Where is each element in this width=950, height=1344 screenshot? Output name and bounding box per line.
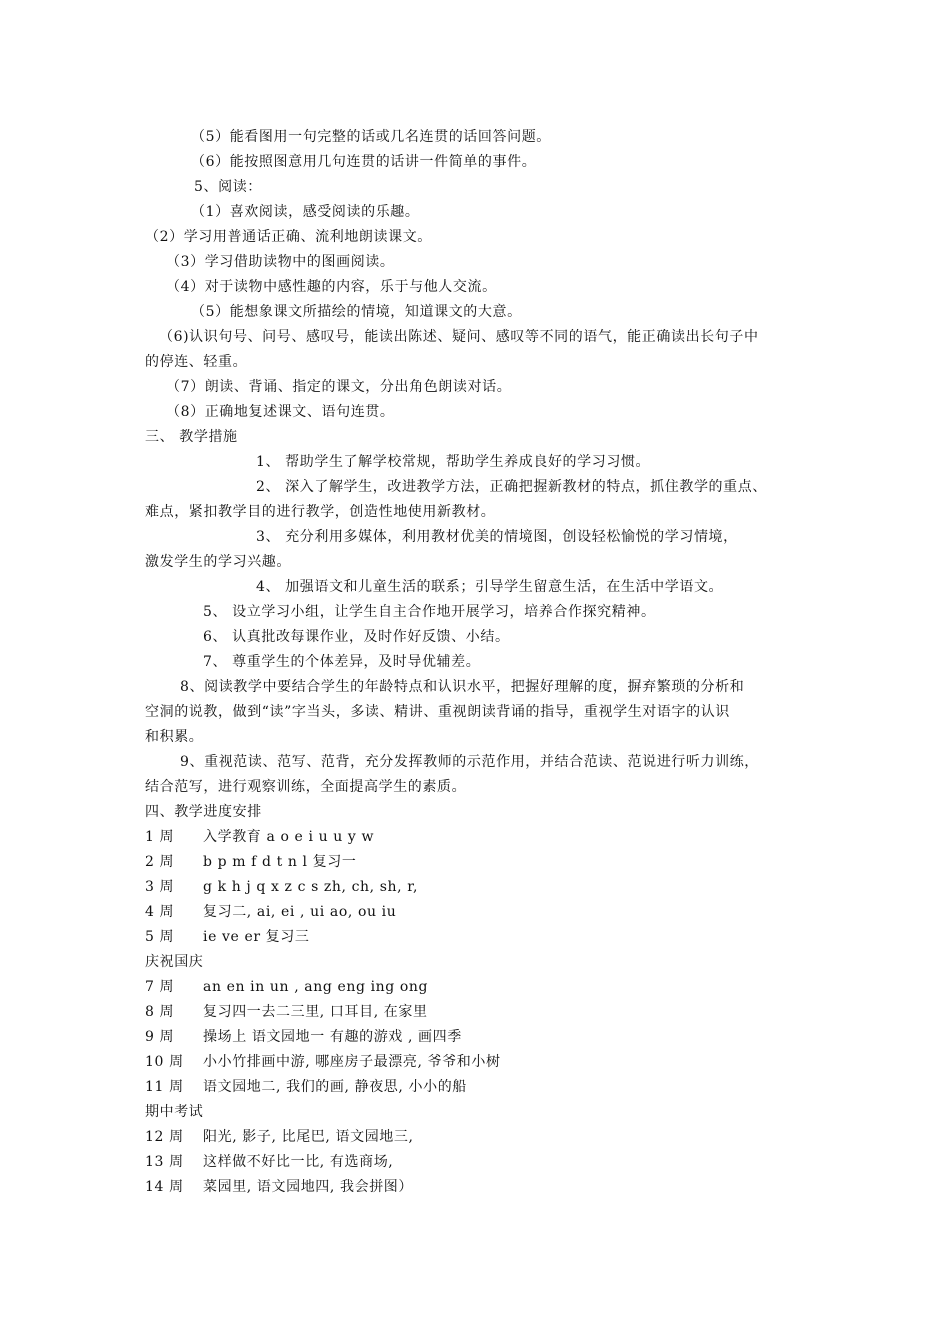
schedule-row <box>145 1128 414 1146</box>
schedule-heading: 四、教学进度安排 <box>145 804 262 820</box>
schedule-row <box>145 878 418 896</box>
schedule-content: 阳光, 影子, 比尾巴, 语文园地三, <box>203 1129 414 1145</box>
goal-read-8: （8）正确地复述课文、语句连贯。 <box>166 404 395 420</box>
schedule-week: 10 周 <box>145 1054 184 1070</box>
schedule-row <box>145 1078 467 1096</box>
schedule-week: 14 周 <box>145 1179 184 1195</box>
goal-read-3: （3）学习借助读物中的图画阅读。 <box>166 254 395 270</box>
measure-8-line1: 8、阅读教学中要结合学生的年龄特点和认识水平，把握好理解的度，摒弃繁琐的分析和 <box>180 679 745 695</box>
schedule-week: 12 周 <box>145 1129 184 1145</box>
schedule-midterm <box>145 1103 203 1121</box>
schedule-content: g k h j q x z c s zh, ch, sh, r, <box>203 879 419 895</box>
schedule-row <box>145 828 374 846</box>
schedule-row <box>145 928 310 946</box>
goal-read-6-line1: （6)认识句号、问号、感叹号，能读出陈述、疑问、感叹等不同的语气，能正确读出长句子中 <box>159 329 759 345</box>
measures-heading: 三、 教学措施 <box>145 429 238 445</box>
schedule-content: 入学教育 a o e i u u y w <box>203 829 375 845</box>
measure-4: 4、 加强语文和儿童生活的联系；引导学生留意生活，在生活中学语文。 <box>256 579 724 595</box>
measure-9-line2: 结合范写，进行观察训练，全面提高学生的素质。 <box>145 779 467 795</box>
goal-speak-5: （5）能看图用一句完整的话或几名连贯的话回答问题。 <box>191 129 551 145</box>
schedule-row <box>145 1028 462 1046</box>
schedule-week: 8 周 <box>145 1004 175 1020</box>
measure-9-line1: 9、重视范读、范写、范背，充分发挥教师的示范作用，并结合范读、范说进行听力训练， <box>180 754 759 770</box>
schedule-content: 庆祝国庆 <box>145 954 204 970</box>
reading-heading: 5、阅读： <box>194 179 262 195</box>
schedule-week: 11 周 <box>145 1079 184 1095</box>
goal-speak-6: （6）能按照图意用几句连贯的话讲一件简单的事件。 <box>191 154 537 170</box>
schedule-content: 期中考试 <box>145 1104 204 1120</box>
measure-1: 1、 帮助学生了解学校常规，帮助学生养成良好的学习习惯。 <box>256 454 651 470</box>
measure-3-line2: 激发学生的学习兴趣。 <box>145 554 291 570</box>
schedule-content: an en in un , ang eng ing ong <box>203 979 429 995</box>
measure-8-line3: 和积累。 <box>145 729 204 745</box>
goal-read-7: （7）朗读、背诵、指定的课文，分出角色朗读对话。 <box>166 379 512 395</box>
goal-read-5: （5）能想象课文所描绘的情境，知道课文的大意。 <box>191 304 522 320</box>
goal-read-2: （2）学习用普通话正确、流利地朗读课文。 <box>145 229 432 245</box>
schedule-week: 2 周 <box>145 854 175 870</box>
schedule-week: 1 周 <box>145 829 175 845</box>
schedule-week: 9 周 <box>145 1029 175 1045</box>
schedule-week: 5 周 <box>145 929 175 945</box>
schedule-row <box>145 903 396 921</box>
goal-read-6-line2: 的停连、轻重。 <box>145 354 248 370</box>
schedule-week: 7 周 <box>145 979 175 995</box>
schedule-row <box>145 1153 393 1171</box>
schedule-content: b p m f d t n l 复习一 <box>203 854 357 870</box>
schedule-content: ie ve er 复习三 <box>203 929 310 945</box>
schedule-row <box>145 1053 501 1071</box>
goal-read-1: （1）喜欢阅读，感受阅读的乐趣。 <box>191 204 420 220</box>
schedule-content: 菜园里, 语文园地四, 我会拼图） <box>203 1179 413 1195</box>
schedule-content: 复习四一去二三里, 口耳目, 在家里 <box>203 1004 428 1020</box>
schedule-content: 小小竹排画中游, 哪座房子最漂亮, 爷爷和小树 <box>203 1054 501 1070</box>
schedule-content: 这样做不好比一比, 有选商场, <box>203 1154 394 1170</box>
schedule-row <box>145 978 428 996</box>
measure-2-line1: 2、 深入了解学生，改进教学方法，正确把握新教材的特点，抓住教学的重点、 <box>256 479 767 495</box>
schedule-content: 操场上 语文园地一 有趣的游戏 , 画四季 <box>203 1029 462 1045</box>
schedule-holiday <box>145 953 203 971</box>
measure-6: 6、 认真批改每课作业，及时作好反馈、小结。 <box>203 629 510 645</box>
schedule-content: 语文园地二, 我们的画, 静夜思, 小小的船 <box>203 1079 467 1095</box>
measure-7: 7、 尊重学生的个体差异，及时导优辅差。 <box>203 654 481 670</box>
schedule-week: 4 周 <box>145 904 175 920</box>
measure-2-line2: 难点，紧扣教学目的进行教学，创造性地使用新教材。 <box>145 504 496 520</box>
schedule-row <box>145 1003 428 1021</box>
schedule-week: 13 周 <box>145 1154 184 1170</box>
schedule-row <box>145 1178 413 1196</box>
goal-read-4: （4）对于读物中感性趣的内容，乐于与他人交流。 <box>166 279 497 295</box>
schedule-content: 复习二, ai, ei , ui ao, ou iu <box>203 904 397 920</box>
measure-8-line2: 空洞的说教，做到“读”字当头，多读、精讲、重视朗读背诵的指导，重视学生对语字的认识 <box>145 704 730 720</box>
schedule-week: 3 周 <box>145 879 175 895</box>
schedule-row <box>145 853 356 871</box>
measure-5: 5、 设立学习小组，让学生自主合作地开展学习，培养合作探究精神。 <box>203 604 656 620</box>
measure-3-line1: 3、 充分利用多媒体，利用教材优美的情境图，创设轻松愉悦的学习情境， <box>256 529 738 545</box>
